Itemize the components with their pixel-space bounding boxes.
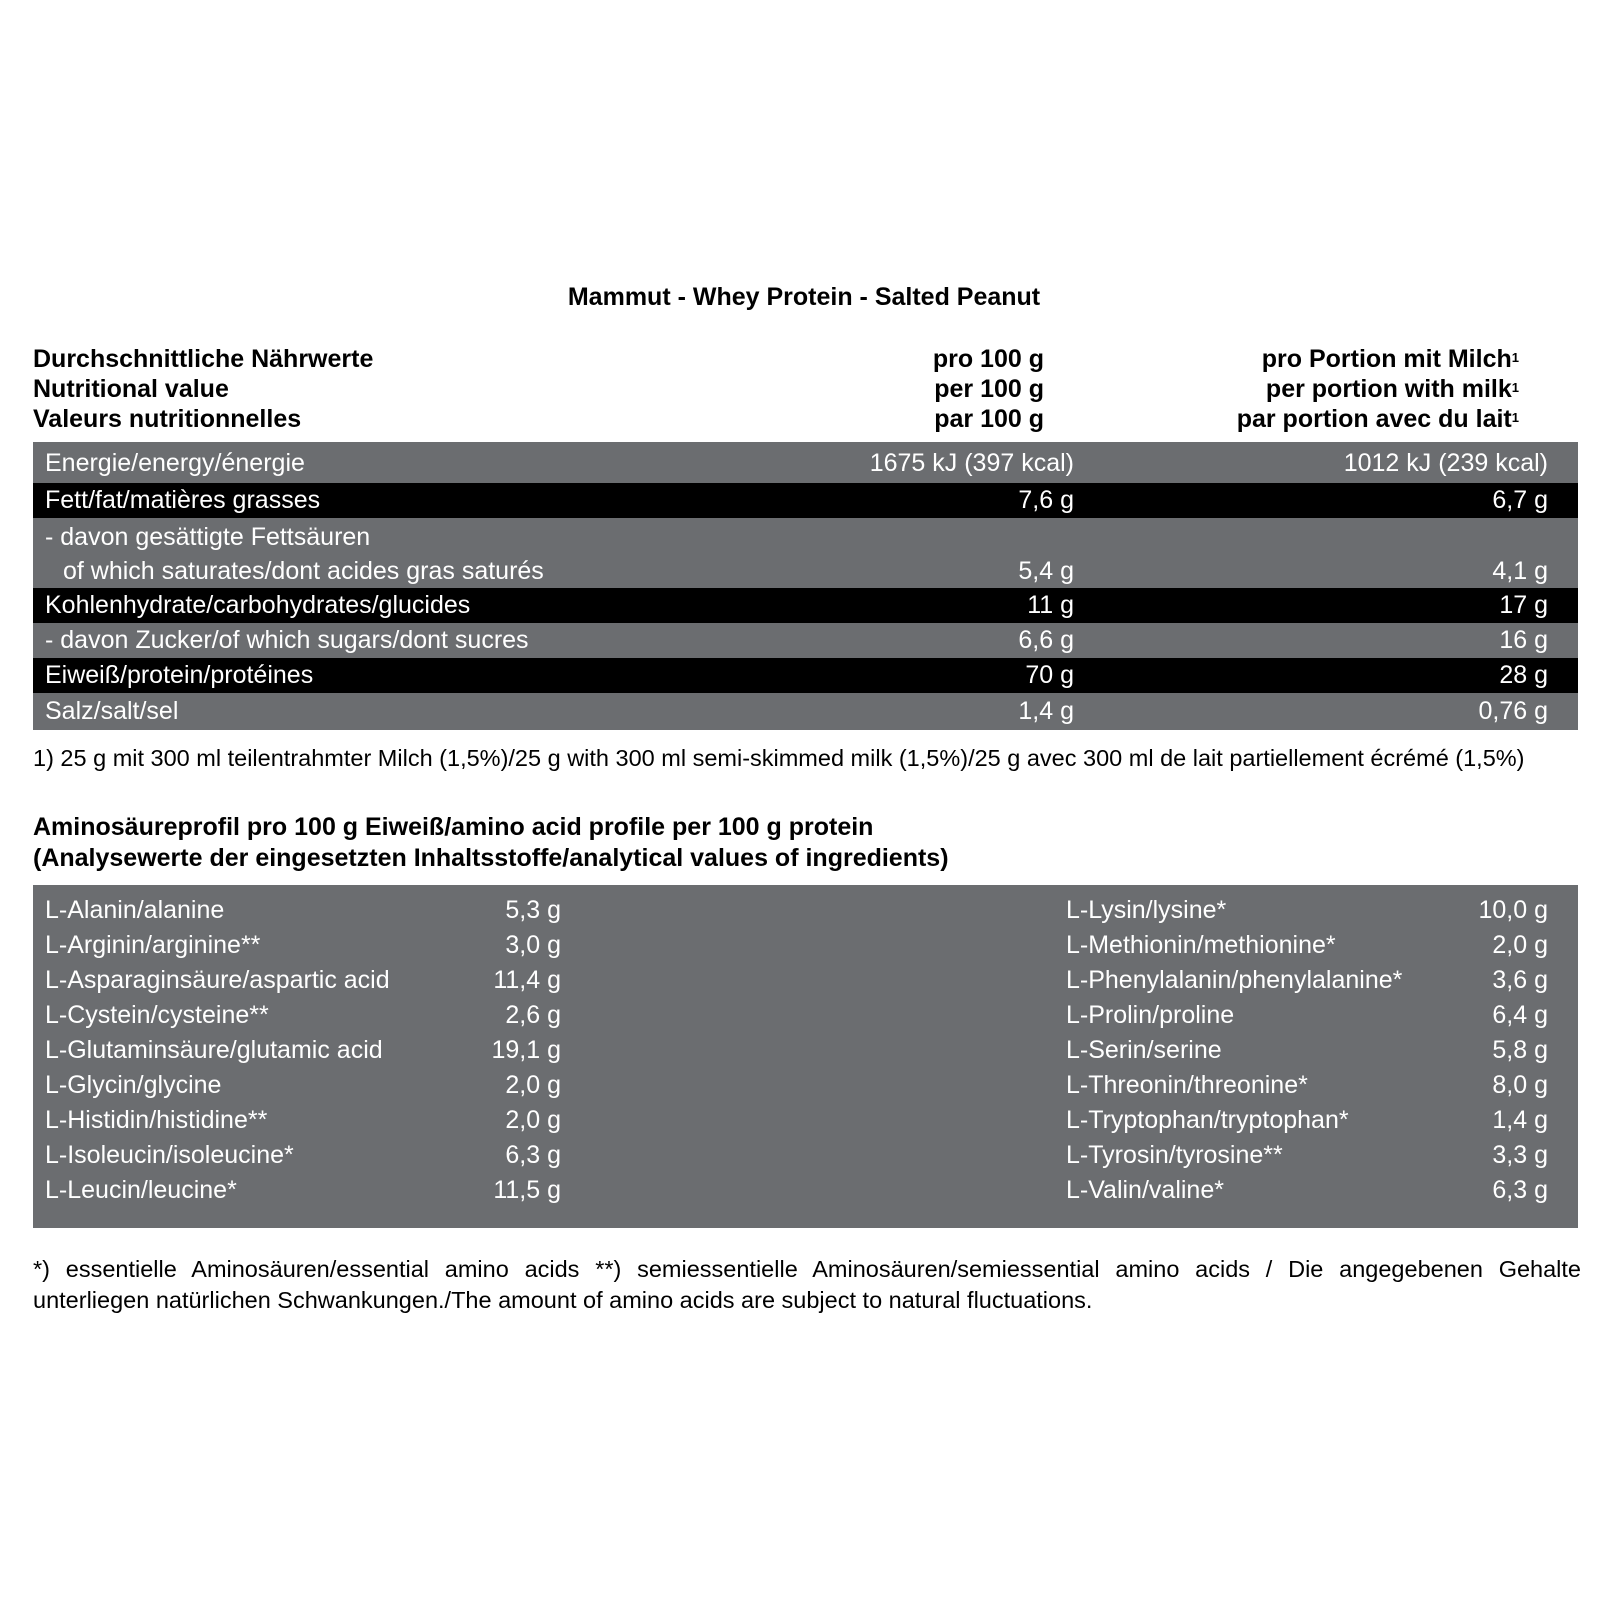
row-value-portion: 0,76 g [1478, 697, 1548, 725]
row-value-portion: 4,1 g [1492, 557, 1548, 585]
row-value-per100: 7,6 g [1018, 486, 1074, 514]
product-title: Mammut - Whey Protein - Salted Peanut [567, 283, 1041, 311]
nutrition-header [33, 344, 1547, 440]
portion-footnote: 1) 25 g mit 300 ml teilentrahmter Milch (1,5%)/25 g with 300 ml semi-skimmed milk (1,5%)/25 g avec 300 ml de lait partiellement écrémé (1,5%) [33, 745, 1525, 771]
amino-acid-value: 3,0 g [505, 931, 561, 959]
header-line-en [33, 374, 1547, 405]
amino-acid-row [1066, 1035, 1548, 1070]
amino-acid-name: L-Isoleucin/isoleucine* [45, 1141, 294, 1169]
amino-acid-name: L-Cystein/cysteine** [45, 1001, 269, 1029]
row-salt [33, 693, 1578, 730]
amino-acid-row [45, 1070, 561, 1105]
row-carbohydrates [33, 588, 1578, 623]
amino-acid-value: 6,4 g [1492, 1001, 1548, 1029]
amino-acid-name: L-Glutaminsäure/glutamic acid [45, 1036, 383, 1064]
amino-acid-value: 3,3 g [1492, 1141, 1548, 1169]
amino-acid-value: 5,8 g [1492, 1036, 1548, 1064]
row-value-portion: 1012 kJ (239 kcal) [1343, 449, 1548, 477]
header-label: Durchschnittliche Nährwerte [33, 345, 374, 373]
row-label: Fett/fat/matières grasses [45, 486, 321, 514]
amino-acid-value: 1,4 g [1492, 1106, 1548, 1134]
row-value-portion: 6,7 g [1492, 486, 1548, 514]
amino-acid-value: 2,6 g [505, 1001, 561, 1029]
row-label: Eiweiß/protein/protéines [45, 661, 314, 689]
amino-acid-value: 2,0 g [1492, 931, 1548, 959]
row-value-per100: 6,6 g [1018, 626, 1074, 654]
row-protein [33, 658, 1578, 693]
amino-acid-value: 2,0 g [505, 1071, 561, 1099]
header-col-portion: par portion avec du lait$^1$ [1236, 405, 1519, 433]
row-value-per100: 11 g [1027, 591, 1074, 619]
row-value-per100: 5,4 g [1018, 557, 1074, 585]
amino-acid-name: L-Glycin/glycine [45, 1071, 222, 1099]
amino-acid-table [33, 885, 1578, 1228]
amino-acid-row [1066, 1000, 1548, 1035]
row-value-per100: 1675 kJ (397 kcal) [869, 449, 1074, 477]
row-label: - davon gesättigte Fettsäuren [45, 523, 371, 551]
amino-acid-value: 6,3 g [505, 1141, 561, 1169]
amino-acid-row [1066, 1105, 1548, 1140]
amino-acid-subtitle: (Analysewerte der eingesetzten Inhaltsstoffe/analytical values of ingredients) [33, 844, 949, 872]
header-col-portion: pro Portion mit Milch$^1$ [1261, 345, 1519, 373]
header-line-fr [33, 404, 1547, 435]
row-value-portion: 16 g [1499, 626, 1548, 654]
nutrition-table [33, 442, 1578, 730]
amino-acid-row [45, 965, 561, 1000]
amino-acid-name: L-Phenylalanin/phenylalanine* [1066, 966, 1403, 994]
amino-acid-row [45, 1035, 561, 1070]
row-value-per100: 1,4 g [1018, 697, 1074, 725]
amino-acid-name: L-Arginin/arginine** [45, 931, 261, 959]
amino-acid-title: Aminosäureprofil pro 100 g Eiweiß/amino acid profile per 100 g protein [33, 813, 874, 841]
header-label: Nutritional value [33, 375, 229, 403]
amino-acid-name: L-Leucin/leucine* [45, 1176, 237, 1204]
amino-acid-name: L-Tryptophan/tryptophan* [1066, 1106, 1349, 1134]
amino-acid-row [45, 930, 561, 965]
amino-acid-name: L-Threonin/threonine* [1066, 1071, 1308, 1099]
amino-acid-name: L-Tyrosin/tyrosine** [1066, 1141, 1283, 1169]
amino-acid-row [45, 1140, 561, 1175]
amino-acid-row [45, 1175, 561, 1210]
header-col-per100: per 100 g [934, 375, 1044, 403]
amino-acid-row [1066, 1175, 1548, 1210]
row-label-sub: of which saturates/dont acides gras saturés [63, 557, 544, 585]
header-col-portion: per portion with milk$^1$ [1265, 375, 1519, 403]
amino-acid-row [1066, 1070, 1548, 1105]
row-label: Kohlenhydrate/carbohydrates/glucides [45, 591, 471, 619]
amino-acid-name: L-Valin/valine* [1066, 1176, 1224, 1204]
header-col-per100: pro 100 g [932, 345, 1044, 373]
amino-footnote: *) essentielle Aminosäuren/essential amino acids **) semiessentielle Aminosäuren/semiessential amino acids / Die angegebenen Gehalte unterliegen natürlichen Schwankungen./The amount of amino acids are subject to natural fluctuations. [33, 1256, 1581, 1313]
amino-acid-row [1066, 895, 1548, 930]
amino-acid-row [1066, 1140, 1548, 1175]
amino-acid-row [45, 895, 561, 930]
row-sugars [33, 623, 1578, 658]
amino-acid-name: L-Asparaginsäure/aspartic acid [45, 966, 390, 994]
row-saturates [33, 518, 1578, 588]
amino-acid-heading [33, 812, 949, 874]
amino-acid-value: 11,5 g [493, 1176, 561, 1204]
amino-acid-value: 11,4 g [493, 966, 561, 994]
amino-acid-value: 10,0 g [1478, 896, 1548, 924]
row-fat [33, 483, 1578, 518]
amino-acid-value: 5,3 g [505, 896, 561, 924]
amino-acid-name: L-Methionin/methionine* [1066, 931, 1336, 959]
amino-acid-row [45, 1105, 561, 1140]
row-value-portion: 28 g [1499, 661, 1548, 689]
row-value-portion: 17 g [1499, 591, 1548, 619]
amino-acid-value: 8,0 g [1492, 1071, 1548, 1099]
amino-acid-row [1066, 965, 1548, 1000]
amino-acid-name: L-Histidin/histidine** [45, 1106, 268, 1134]
amino-acid-name: L-Prolin/proline [1066, 1001, 1235, 1029]
amino-acid-row [1066, 930, 1548, 965]
amino-column-left [45, 895, 561, 1210]
header-line-de [33, 344, 1547, 375]
amino-acid-row [45, 1000, 561, 1035]
amino-column-right [1066, 895, 1548, 1210]
amino-acid-value: 19,1 g [491, 1036, 561, 1064]
header-label: Valeurs nutritionnelles [33, 405, 302, 433]
header-col-per100: par 100 g [934, 405, 1044, 433]
row-label: - davon Zucker/of which sugars/dont sucres [45, 626, 529, 654]
amino-acid-value: 6,3 g [1492, 1176, 1548, 1204]
amino-acid-value: 2,0 g [505, 1106, 561, 1134]
amino-acid-name: L-Alanin/alanine [45, 896, 225, 924]
amino-acid-name: L-Serin/serine [1066, 1036, 1222, 1064]
amino-acid-name: L-Lysin/lysine* [1066, 896, 1227, 924]
row-label: Salz/salt/sel [45, 697, 179, 725]
row-energy [33, 442, 1578, 483]
row-value-per100: 70 g [1025, 661, 1074, 689]
row-label: Energie/energy/énergie [45, 449, 305, 477]
amino-acid-value: 3,6 g [1492, 966, 1548, 994]
